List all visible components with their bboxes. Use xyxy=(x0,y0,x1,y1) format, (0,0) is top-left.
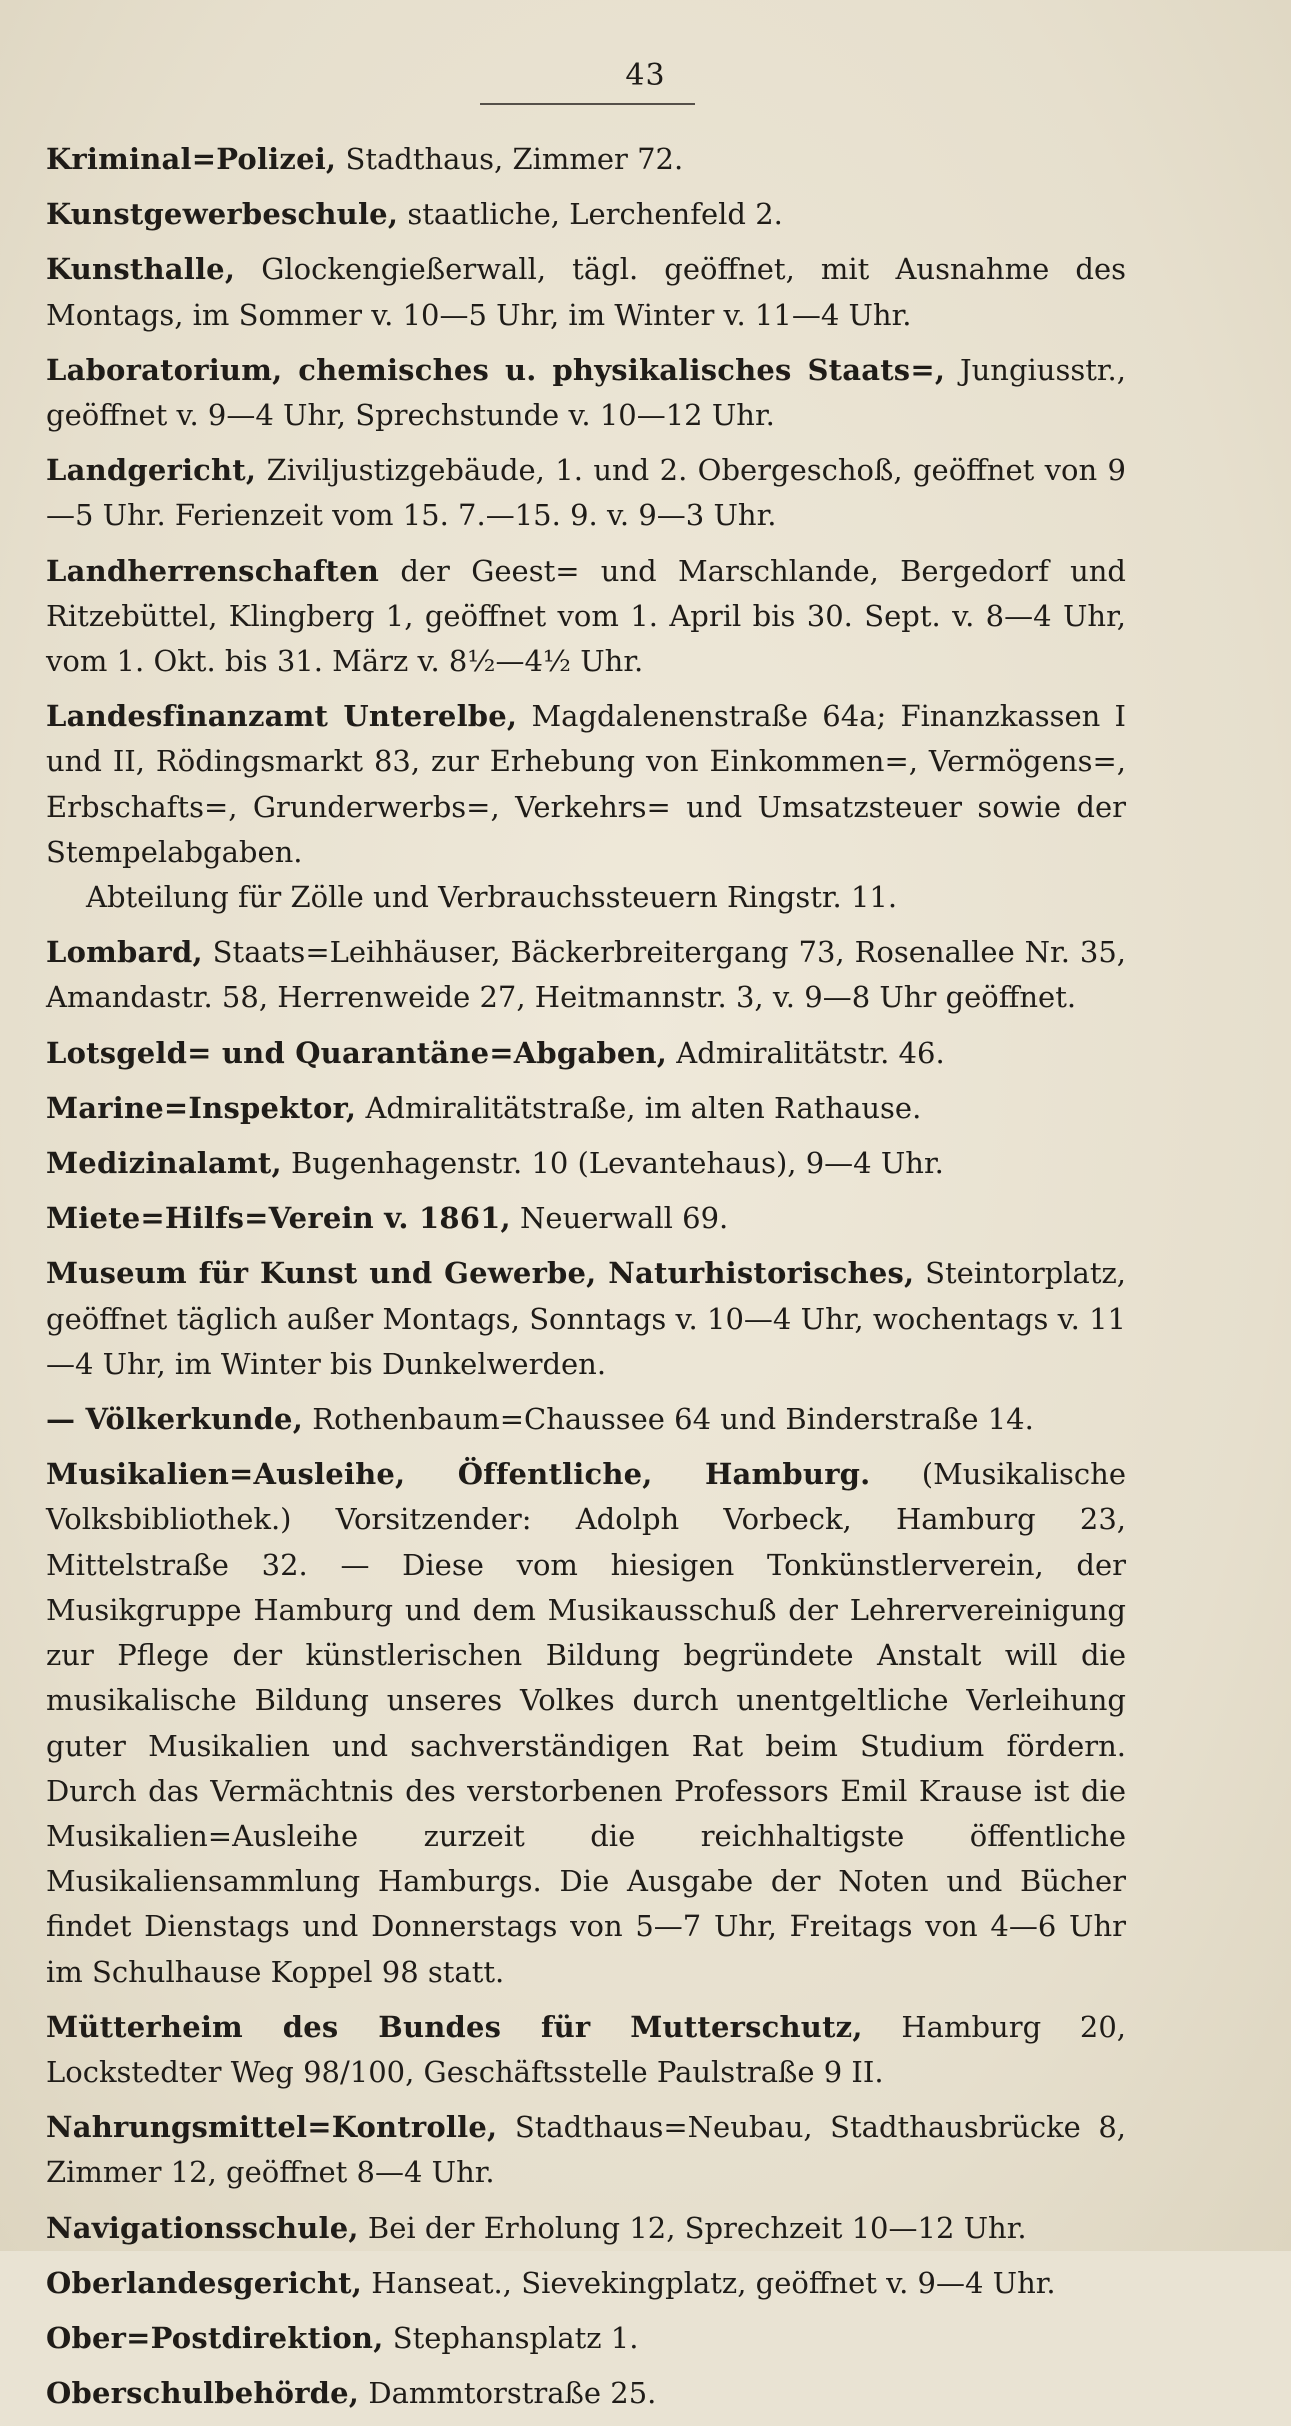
directory-entry xyxy=(46,2105,1126,2195)
directory-entry xyxy=(46,247,1126,337)
page-number-rule xyxy=(480,103,695,105)
entry-text: Admiralitätstraße, im alten Rathause. xyxy=(356,1090,922,1125)
entry-text: Hamburg 20, Lockstedter Weg 98/100, Geschäftsstelle Paulstraße 9 II. xyxy=(46,2009,1126,2089)
entry-text: (Musikalische Volksbibliothek.) Vorsitzender: Adolph Vorbeck, Hamburg 23, Mittelstraße 32. — Diese vom hiesigen Tonkünstlerverein, der Musikgruppe Hamburg und dem Musikausschuß der Lehrervereinigung zur Pflege der künstlerischen Bildung begründete Anstalt will die musikalische Bildung unseres Volkes durch unentgeltliche Verleihung guter Musikalien und sachverständigen Rat beim Studium fördern. Durch das Vermächtnis des verstorbenen Professors Emil Krause ist die Musikalien=Ausleihe zurzeit die reichhaltigste öffentliche Musikaliensammlung Hamburgs. Die Ausgabe der Noten und Bücher findet Dienstags und Donnerstags von 5—7 Uhr, Freitags von 4—6 Uhr im Schulhause Koppel 98 statt. xyxy=(46,1457,1126,1989)
entry-text: Admiralitätstr. 46. xyxy=(667,1035,945,1070)
entry-text: Glockengießerwall, tägl. geöffnet, mit Ausnahme des Montags, im Sommer v. 10—5 Uhr, im Winter v. 11—4 Uhr. xyxy=(46,252,1126,332)
entry-heading: Oberlandesgericht, xyxy=(46,2265,363,2300)
entry-heading: Marine=Inspektor, xyxy=(46,1090,357,1125)
directory-entry xyxy=(46,2371,1126,2416)
directory-entry xyxy=(46,448,1126,538)
entry-heading: Kriminal=Polizei, xyxy=(46,142,337,176)
entry-text: Steintorplatz, geöffnet täglich außer Montags, Sonntags v. 10—4 Uhr, wochentags v. 11—4 Uhr, im Winter bis Dunkelwerden. xyxy=(46,1256,1126,1381)
entry-text: Jungiusstr., geöffnet v. 9—4 Uhr, Sprechstunde v. 10—12 Uhr. xyxy=(46,352,1126,433)
directory-entry xyxy=(46,1251,1126,1387)
entry-heading: Medizinalamt, xyxy=(46,1146,282,1181)
directory-entry xyxy=(46,1397,1126,1442)
entry-text: Bei der Erholung 12, Sprechzeit 10—12 Uhr. xyxy=(358,2210,1027,2245)
entry-text: Dammtorstraße 25. xyxy=(359,2376,657,2411)
entry-text: Rothenbaum=Chaussee 64 und Binderstraße 14. xyxy=(303,1402,1034,1437)
entry-heading: — Völkerkunde, xyxy=(46,1402,304,1437)
entry-heading: Lotsgeld= und Quarantäne=Abgaben, xyxy=(46,1035,668,1070)
entry-heading: Miete=Hilfs=Verein v. 1861, xyxy=(46,1201,511,1236)
entry-heading: Musikalien=Ausleihe, Öffentliche, Hamburg. xyxy=(46,1457,871,1492)
entry-text: staatliche, Lerchenfeld 2. xyxy=(398,197,783,232)
directory-entry xyxy=(46,137,1126,182)
entry-heading: Landherrenschaften xyxy=(46,553,380,588)
entry-heading: Ober=Postdirektion, xyxy=(46,2320,384,2355)
entry-heading: Landesfinanzamt Unterelbe, xyxy=(46,699,518,734)
directory-entry xyxy=(46,192,1126,237)
entry-text: Stephansplatz 1. xyxy=(383,2320,639,2355)
directory-entry xyxy=(46,1086,1126,1131)
entry-text: der Geest= und Marschlande, Bergedorf und Ritzebüttel, Klingberg 1, geöffnet vom 1. April bis 30. Sept. v. 8—4 Uhr, vom 1. Okt. bis 31. März v. 8½—4½ Uhr. xyxy=(46,553,1126,679)
entry-text: Neuerwall 69. xyxy=(510,1201,729,1236)
directory-entry xyxy=(46,2005,1126,2095)
entry-heading: Mütterheim des Bundes für Mutterschutz, xyxy=(46,2009,863,2044)
entry-text: Bugenhagenstr. 10 (Levantehaus), 9—4 Uhr. xyxy=(281,1146,944,1181)
directory-entry xyxy=(46,930,1126,1020)
entry-heading: Navigationsschule, xyxy=(46,2210,359,2245)
entry-text: Magdalenenstraße 64a; Finanzkassen I und II, Rödingsmarkt 83, zur Erhebung von Einkommen=, Vermögens=, Erbschafts=, Grunderwerbs=, Verkehrs= und Umsatzsteuer sowie der Stempelabgaben. xyxy=(46,699,1126,869)
directory-entry xyxy=(46,1141,1126,1186)
entry-text: Stadthaus, Zimmer 72. xyxy=(336,142,684,176)
entry-heading: Kunsthalle, xyxy=(46,252,236,287)
entry-text: Ziviljustizgebäude, 1. und 2. Obergeschoß, geöffnet von 9—5 Uhr. Ferienzeit vom 15. 7.—15. 9. v. 9—3 Uhr. xyxy=(46,453,1126,533)
directory-entry xyxy=(46,549,1126,685)
entry-heading: Landgericht, xyxy=(46,453,257,488)
entry-heading: Museum für Kunst und Gewerbe, Naturhistorisches, xyxy=(46,1256,915,1291)
directory-entry xyxy=(46,1452,1126,1994)
directory-entry xyxy=(46,1031,1126,1076)
page-number: 43 xyxy=(625,58,666,93)
directory-entries xyxy=(46,137,1126,2426)
entry-text: Stadthaus=Neubau, Stadthausbrücke 8, Zimmer 12, geöffnet 8—4 Uhr. xyxy=(46,2110,1126,2190)
entry-heading: Lombard, xyxy=(46,935,203,970)
directory-entry xyxy=(46,348,1126,438)
entry-heading: Laboratorium, chemisches u. physikalisches Staats=, xyxy=(46,352,946,387)
entry-heading: Kunstgewerbeschule, xyxy=(46,197,399,232)
directory-entry xyxy=(46,694,1126,920)
entry-heading: Nahrungsmittel=Kontrolle, xyxy=(46,2110,498,2145)
entry-text: Hanseat., Sievekingplatz, geöffnet v. 9—4 Uhr. xyxy=(362,2265,1056,2300)
directory-entry xyxy=(46,2316,1126,2361)
entry-heading: Oberschulbehörde, xyxy=(46,2376,360,2411)
directory-entry xyxy=(46,1196,1126,1241)
directory-entry xyxy=(46,2261,1126,2306)
entry-text: Staats=Leihhäuser, Bäckerbreitergang 73, Rosenallee Nr. 35, Amandastr. 58, Herrenweide 27, Heitmannstr. 3, v. 9—8 Uhr geöffnet. xyxy=(46,935,1126,1015)
entry-subline: Abteilung für Zölle und Verbrauchssteuern Ringstr. 11. xyxy=(86,880,898,915)
directory-entry xyxy=(46,2206,1126,2251)
